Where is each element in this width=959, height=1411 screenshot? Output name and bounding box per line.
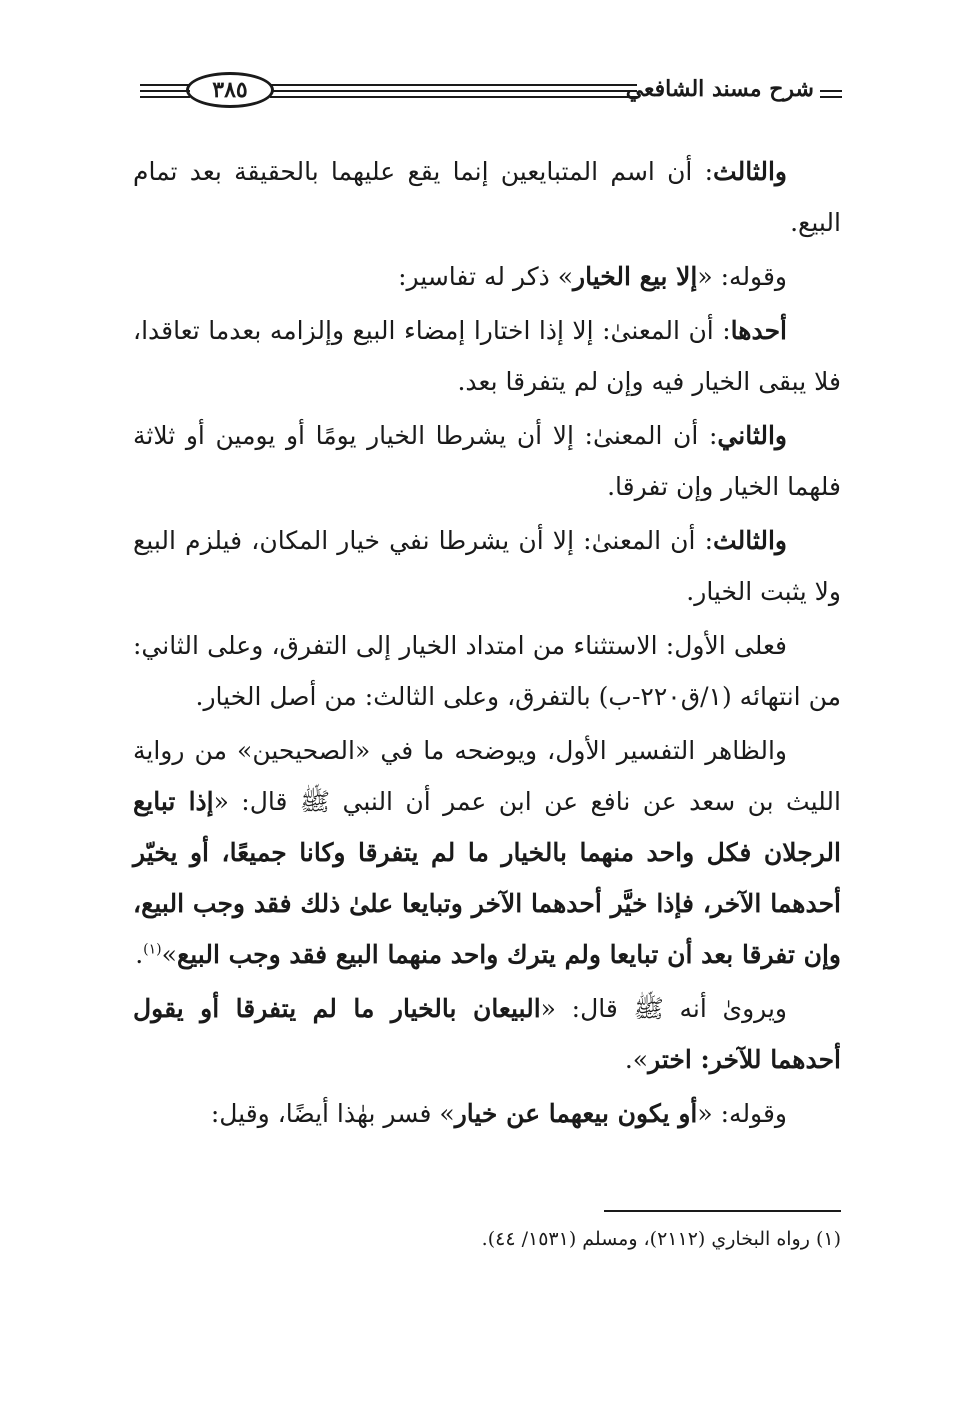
quote-close: » فسر بهٰذا أيضًا، وقيل: <box>210 1099 455 1128</box>
quote-open: ويروىٰ أنه ﷺ قال: « <box>540 994 787 1023</box>
lead-word: والثاني <box>717 421 787 450</box>
running-title: شرح مسند الشافعي <box>625 76 814 102</box>
quote-close: » <box>161 940 177 969</box>
quoted-text: إلا بيع الخيار <box>573 262 698 291</box>
quote-open: وقوله: « <box>697 262 787 291</box>
hadith-text: البيعان بالخيار ما لم يتفرقا أو يقول أحدهما للآخر: اختر <box>133 994 841 1074</box>
quoted-text: أو يكون بيعهما عن خيار <box>454 1099 698 1128</box>
paragraph-2 <box>133 251 841 302</box>
paragraph-5 <box>133 515 841 617</box>
paragraph-text: فعلى الأول: الاستثناء من امتداد الخيار إلى التفرق، وعلى الثاني: من انتهائه (١/ق٢٢٠-ب) بالتفرق، وعلى الثالث: من أصل الخيار. <box>133 631 841 711</box>
quote-open: والظاهر التفسير الأول، ويوضحه ما في «الصحيحين» من رواية الليث بن سعد عن نافع عن ابن عمر أن النبي ﷺ قال: « <box>133 736 841 816</box>
page-header <box>140 70 842 112</box>
paragraph-1 <box>133 146 841 248</box>
quote-close: » ذكر له تفاسير: <box>398 262 574 291</box>
paragraph-7 <box>133 725 841 980</box>
hadith-text: إذا تبايع الرجلان فكل واحد منهما بالخيار ما لم يتفرقا وكانا جميعًا، أو يخيّر أحدهما الآخر، فإذا خيَّر أحدهما الآخر وتبايعا علىٰ ذلك فقد وجب البيع، وإن تفرقا بعد أن تبايعا ولم يترك واحد منهما البيع فقد وجب البيع <box>133 787 841 969</box>
footnote: (١) رواه البخاري (٢١١٢)، ومسلم (١٥٣١/ ٤٤). <box>481 1228 841 1250</box>
paragraph-4 <box>133 410 841 512</box>
header-rule <box>270 84 637 98</box>
paragraph-9 <box>133 1088 841 1139</box>
paragraph-text: : أن اسم المتبايعين إنما يقع عليهما بالحقيقة بعد تمام البيع. <box>133 157 841 237</box>
footnote-separator <box>604 1210 841 1212</box>
paragraph-text: : أن المعنىٰ: إلا أن يشرطا الخيار يومًا أو يومين أو ثلاثة فلهما الخيار وإن تفرقا. <box>133 421 841 501</box>
lead-word: أحدها <box>730 316 787 345</box>
paragraph-text: : أن المعنىٰ: إلا إذا اختارا إمضاء البيع وإلزامه بعدما تعاقدا، فلا يبقى الخيار فيه وإن لم يتفرقا بعد. <box>133 316 841 396</box>
quote-close: ». <box>624 1045 649 1074</box>
header-ornament <box>820 90 842 98</box>
page-number: ٣٨٥ <box>186 72 274 108</box>
lead-word: والثالث <box>713 157 787 186</box>
paragraph-3 <box>133 305 841 407</box>
period: . <box>135 940 144 969</box>
footnote-ref[interactable]: (١) <box>143 941 162 958</box>
lead-word: والثالث <box>713 526 787 555</box>
paragraph-6 <box>133 620 841 722</box>
paragraph-8 <box>133 983 841 1085</box>
quote-open: وقوله: « <box>697 1099 787 1128</box>
paragraph-text: : أن المعنىٰ: إلا أن يشرطا نفي خيار المكان، فيلزم البيع ولا يثبت الخيار. <box>133 526 841 606</box>
header-rule-left <box>140 84 190 98</box>
main-text <box>133 146 841 1142</box>
